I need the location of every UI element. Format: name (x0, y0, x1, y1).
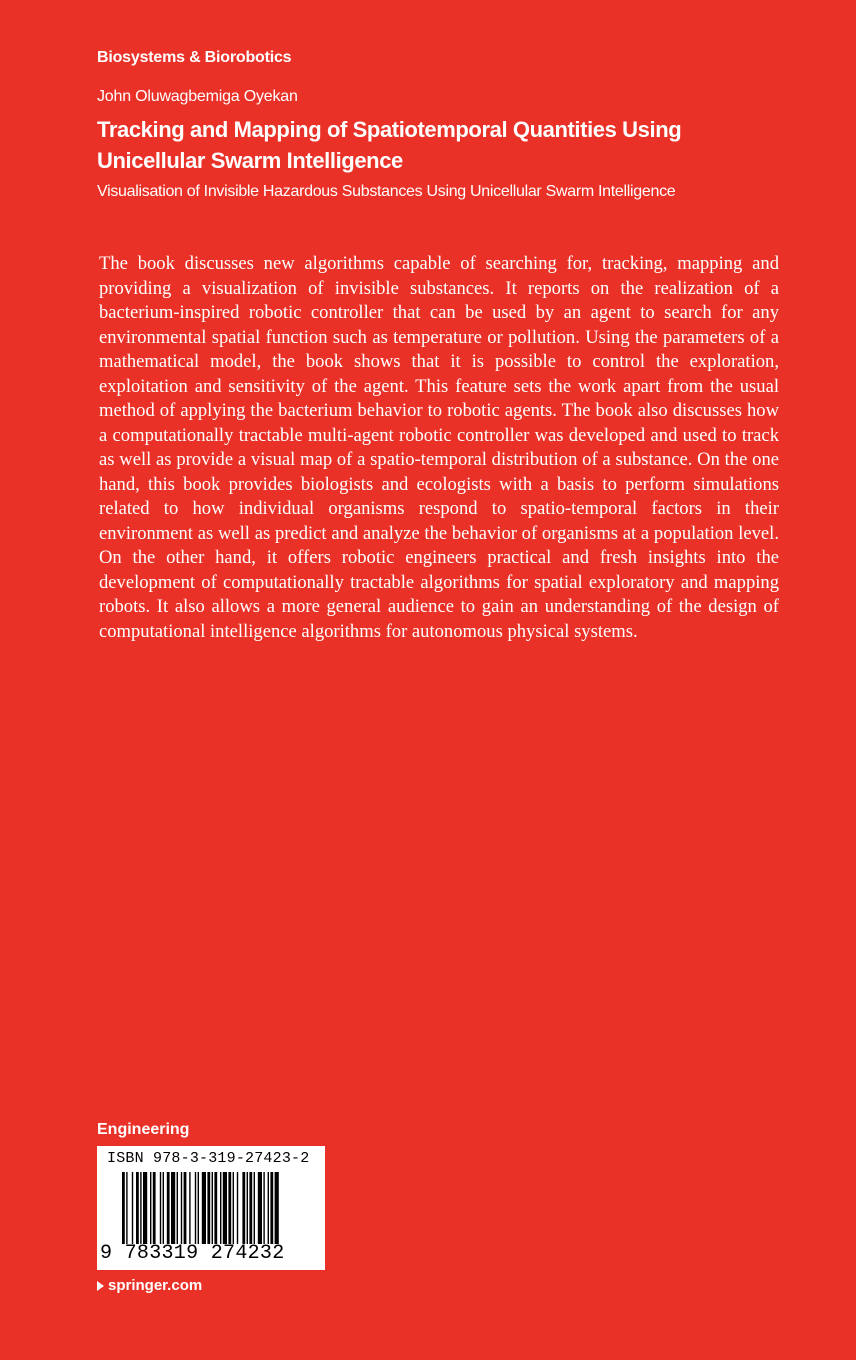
barcode-bar (270, 1172, 273, 1244)
barcode-bar (212, 1172, 213, 1244)
book-title: Tracking and Mapping of Spatiotemporal Quantities Using Unicellular Swarm Intelligence (97, 117, 682, 173)
series-name: Biosystems & Biorobotics (97, 49, 292, 66)
barcode-bar (223, 1172, 227, 1244)
barcode-bar (258, 1172, 262, 1244)
barcode-bar (237, 1172, 238, 1244)
barcode-bar (195, 1172, 196, 1244)
barcode-bar (184, 1172, 187, 1244)
ean-digits: 9 783319 274232 (100, 1242, 285, 1265)
author-name: John Oluwagbemiga Oyekan (97, 88, 298, 105)
barcode-bar (160, 1172, 161, 1244)
book-subtitle: Visualisation of Invisible Hazardous Substances Using Unicellular Swarm Intelligence (97, 183, 676, 200)
barcode-bar (122, 1172, 125, 1244)
barcode-bar (126, 1172, 127, 1244)
barcode-bar (132, 1172, 133, 1244)
barcode-bar (150, 1172, 151, 1244)
barcode-bar (171, 1172, 175, 1244)
barcode-bar (136, 1172, 139, 1244)
subject-category: Engineering (97, 1121, 190, 1138)
barcode-bar (153, 1172, 156, 1244)
book-description: The book discusses new algorithms capable of searching for, tracking, mapping and providing a visualization of invisible substances. It reports on the realization of a bacterium-inspired robotic controller that can be used by an agent to search for any environmental spatial function such as temperature or pollution. Using the parameters of a mathematical model, the book shows that it is possible to control the exploration, exploitation and sensitivity of the agent. This feature sets the work apart from the usual method of applying the bacterium behavior to robotic agents. The book also discusses how a computationally tractable multi-agent robotic controller was developed and used to track as well as provide a visual map of a spatio-temporal distribution of a substance. On the one hand, this book provides biologists and ecologists with a basis to perform simulations related to how individual organisms respond to spatio-temporal factors in their environment as well as predict and analyze the behavior of organisms at a population level. On the other hand, it offers robotic engineers practical and fresh insights into the development of computationally tractable algorithms for spatial exploratory and mapping robots. It also allows a more general audience to gain an understanding of the design of computational intelligence algorithms for autonomous physical systems. (99, 253, 779, 642)
barcode-bar (249, 1172, 252, 1244)
arrow-right-icon (97, 1281, 104, 1291)
barcode-bar (163, 1172, 164, 1244)
barcode-bar (228, 1172, 231, 1244)
barcode-bar (167, 1172, 170, 1244)
barcode-bar (263, 1172, 264, 1244)
barcode-bar (198, 1172, 199, 1244)
isbn-text: ISBN 978-3-319-27423-2 (107, 1150, 310, 1167)
barcode-bar (181, 1172, 182, 1244)
barcode-bar (214, 1172, 217, 1244)
barcode-bar (242, 1172, 245, 1244)
barcode-bar (207, 1172, 210, 1244)
barcode-bar (275, 1172, 279, 1244)
barcode-bar (254, 1172, 255, 1244)
barcode-bar (140, 1172, 141, 1244)
barcode-bar (268, 1172, 269, 1244)
barcode-bar (177, 1172, 178, 1244)
barcode-bar (220, 1172, 221, 1244)
isbn-barcode (97, 1146, 325, 1270)
barcode-bar (233, 1172, 234, 1244)
barcode-bar (202, 1172, 206, 1244)
publisher-url: springer.com (108, 1277, 203, 1294)
barcode-bar (189, 1172, 190, 1244)
barcode-bar (247, 1172, 248, 1244)
barcode-bar (143, 1172, 147, 1244)
publisher-link[interactable] (97, 1277, 202, 1294)
